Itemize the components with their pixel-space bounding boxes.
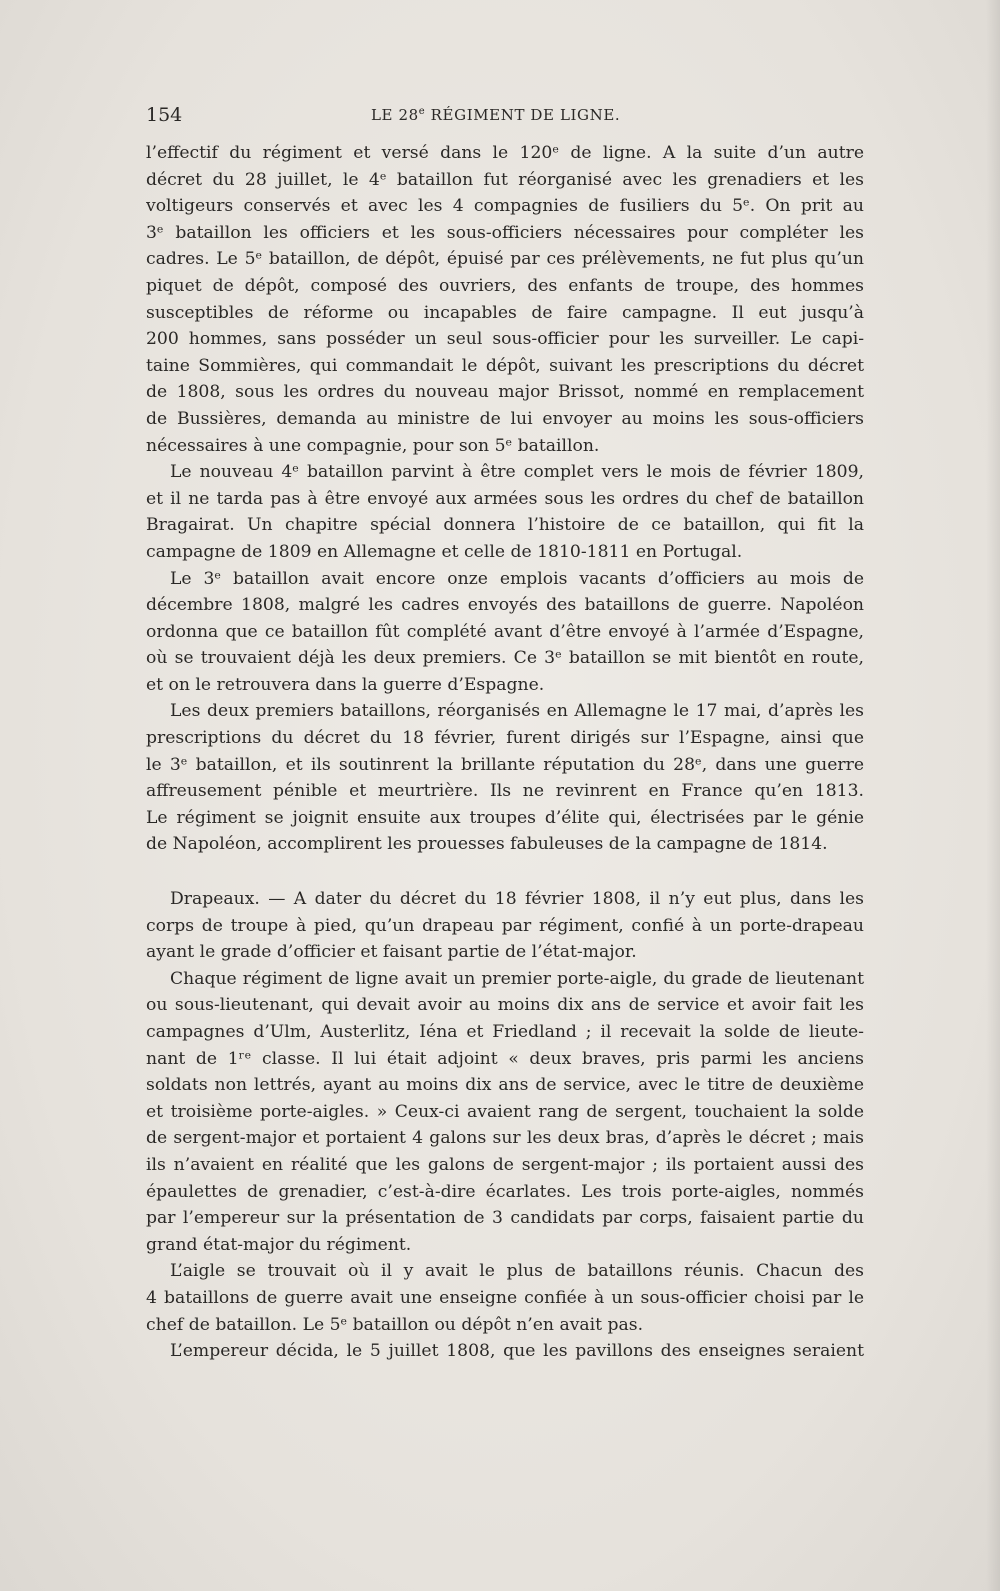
running-title: [371, 106, 620, 124]
text-line: de Bussières, demanda au ministre de lui envoyer au moins les sous-officiers: [146, 408, 864, 429]
text-line: décembre 1808, malgré les cadres envoyés des bataillons de guerre. Napoléon: [146, 595, 864, 616]
text-line: ordonna que ce bataillon fût complété avant d’être envoyé à l’armée d’Espagne,: [146, 621, 864, 642]
text-line: prescriptions du décret du 18 février, furent dirigés sur l’Espagne, ainsi que: [146, 728, 864, 749]
text-line: chef de bataillon. Le 5ᵉ bataillon ou dépôt n’en avait pas.: [146, 1314, 644, 1335]
text-line: Le 3ᵉ bataillon avait encore onze emplois vacants d’officiers au mois de: [170, 568, 864, 589]
text-line: 3ᵉ bataillon les officiers et les sous-officiers nécessaires pour compléter les: [146, 222, 864, 243]
text-line: grand état-major du régiment.: [146, 1234, 412, 1255]
text-line: Le nouveau 4ᵉ bataillon parvint à être complet vers le mois de février 1809,: [170, 462, 864, 483]
running-title-pre: LE 28: [371, 106, 419, 124]
text-line: épaulettes de grenadier, c’est-à-dire écarlates. Les trois porte-aigles, nommés: [146, 1181, 864, 1202]
text-line: de sergent-major et portaient 4 galons sur les deux bras, d’après le décret ; mais: [146, 1128, 864, 1149]
text-line: corps de troupe à pied, qu’un drapeau par régiment, confié à un porte-drapeau: [146, 915, 864, 936]
text-line: Les deux premiers bataillons, réorganisés en Allemagne le 17 mai, d’après les: [170, 701, 864, 722]
text-line: Bragairat. Un chapitre spécial donnera l’histoire de ce bataillon, qui fit la: [146, 515, 864, 536]
text-line: décret du 28 juillet, le 4ᵉ bataillon fut réorganisé avec les grenadiers et les: [146, 169, 864, 190]
text-line: et il ne tarda pas à être envoyé aux armées sous les ordres du chef de bataillon: [146, 488, 864, 509]
text-line: nant de 1ʳᵉ classe. Il lui était adjoint « deux braves, pris parmi les anciens: [146, 1048, 864, 1069]
text-line: par l’empereur sur la présentation de 3 candidats par corps, faisaient partie du: [146, 1208, 864, 1229]
text-line: de 1808, sous les ordres du nouveau major Brissot, nommé en remplacement: [146, 382, 864, 403]
text-line: et troisième porte-aigles. » Ceux-ci avaient rang de sergent, touchaient la solde: [146, 1101, 864, 1122]
page-gutter-shadow: [986, 0, 1000, 1591]
text-line: cadres. Le 5ᵉ bataillon, de dépôt, épuisé par ces prélèvements, ne fut plus qu’un: [146, 249, 864, 270]
text-line: taine Sommières, qui commandait le dépôt, suivant les prescriptions du décret: [146, 355, 864, 376]
text-line: voltigeurs conservés et avec les 4 compagnies de fusiliers du 5ᵉ. On prit au: [146, 196, 864, 217]
text-line: ou sous-lieutenant, qui devait avoir au moins dix ans de service et avoir fait les: [146, 995, 864, 1016]
page-header: [146, 104, 864, 128]
text-line: affreusement pénible et meurtrière. Ils ne revinrent en France qu’en 1813.: [146, 781, 864, 802]
text-line-drapeaux: Drapeaux. — A dater du décret du 18 février 1808, il n’y eut plus, dans les: [170, 889, 864, 910]
page-number: 154: [146, 104, 183, 126]
text-line: le 3ᵉ bataillon, et ils soutinrent la brillante réputation du 28ᵉ, dans une guerre: [146, 754, 864, 775]
text-line: l’effectif du régiment et versé dans le 120ᵉ de ligne. A la suite d’un autre: [146, 143, 864, 163]
text-line: ils n’avaient en réalité que les galons de sergent-major ; ils portaient aussi des: [146, 1154, 864, 1175]
text-line: L’aigle se trouvait où il y avait le plus de bataillons réunis. Chacun des: [170, 1261, 864, 1282]
text-line: nécessaires à une compagnie, pour son 5ᵉ bataillon.: [146, 435, 600, 456]
text-line: 200 hommes, sans posséder un seul sous-officier pour les surveiller. Le capi-: [146, 329, 864, 350]
text-line: Le régiment se joignit ensuite aux troupes d’élite qui, électrisées par le génie: [146, 807, 864, 828]
text-line: campagne de 1809 en Allemagne et celle de 1810-1811 en Portugal.: [146, 541, 743, 562]
text-line: de Napoléon, accomplirent les prouesses fabuleuses de la campagne de 1814.: [146, 834, 828, 855]
text-line: soldats non lettrés, ayant au moins dix ans de service, avec le titre de deuxième: [146, 1075, 864, 1096]
text-line: où se trouvaient déjà les deux premiers. Ce 3ᵉ bataillon se mit bientôt en route,: [146, 648, 864, 669]
running-title-sup: e: [418, 106, 426, 117]
text-line: ayant le grade d’officier et faisant partie de l’état-major.: [146, 942, 637, 963]
text-line: Chaque régiment de ligne avait un premier porte-aigle, du grade de lieutenant: [170, 968, 864, 989]
text-line: et on le retrouvera dans la guerre d’Espagne.: [146, 674, 545, 695]
body-text: [146, 140, 864, 1365]
running-title-post: RÉGIMENT DE LIGNE.: [425, 106, 621, 124]
text-line: campagnes d’Ulm, Austerlitz, Iéna et Friedland ; il recevait la solde de lieute-: [146, 1022, 864, 1042]
text-line: piquet de dépôt, composé des ouvriers, des enfants de troupe, des hommes: [146, 275, 864, 296]
text-line: susceptibles de réforme ou incapables de faire campagne. Il eut jusqu’à: [146, 302, 864, 323]
text-line: L’empereur décida, le 5 juillet 1808, que les pavillons des enseignes seraient: [170, 1341, 864, 1362]
text-line: 4 bataillons de guerre avait une enseigne confiée à un sous-officier choisi par le: [146, 1287, 864, 1308]
